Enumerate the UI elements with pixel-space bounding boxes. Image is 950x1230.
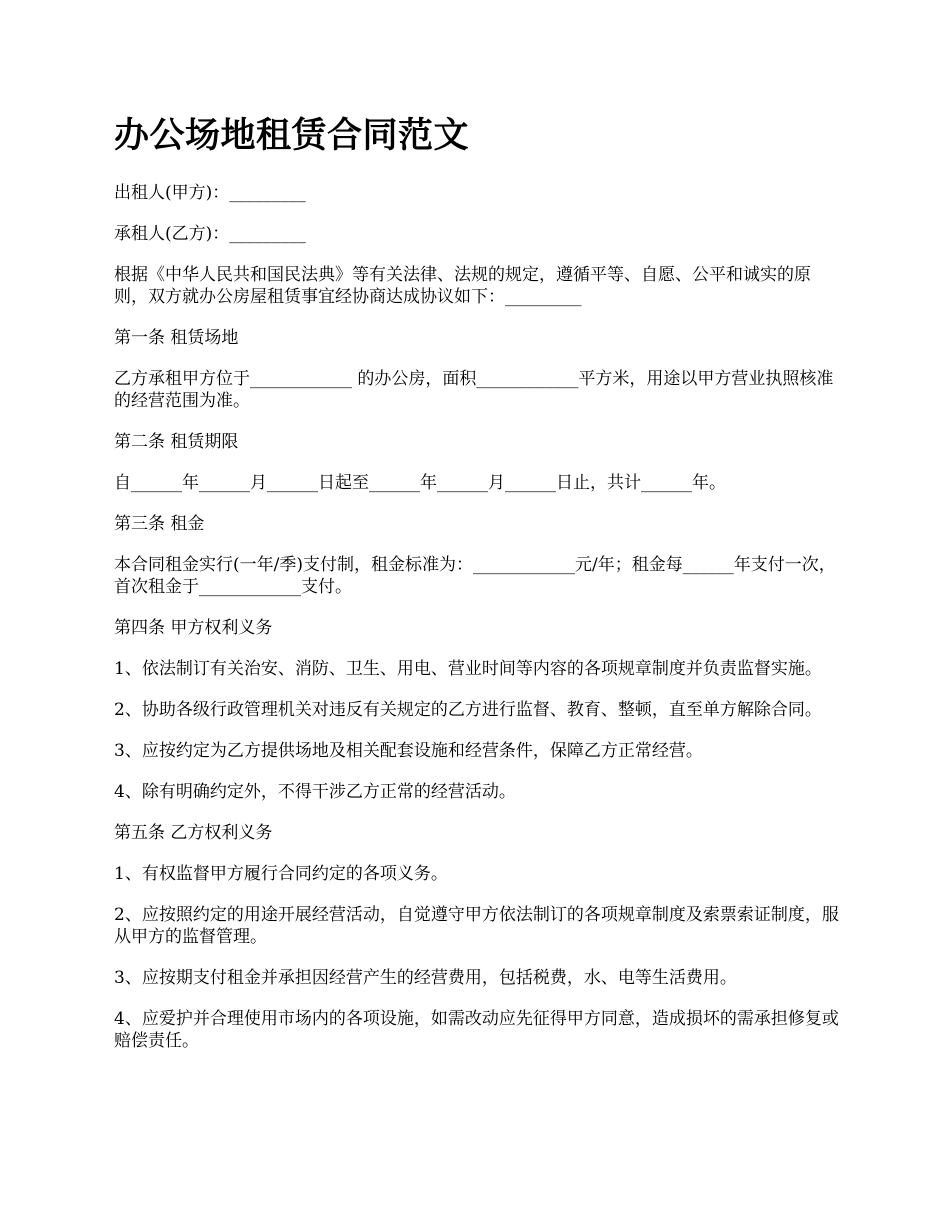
article-5-item: 4、应爱护并合理使用市场内的各项设施，如需改动应先征得甲方同意，造成损坏的需承担修复或赔偿责任。 xyxy=(114,1009,839,1051)
article-4-item: 2、协助各级行政管理机关对违反有关规定的乙方进行监督、教育、整顿，直至单方解除合同。 xyxy=(114,700,822,720)
article-2-body: 自______年______月______日起至______年______月______日止，共计______年。 xyxy=(114,473,726,493)
document-page xyxy=(114,112,840,1071)
article-5-item: 3、应按期支付租金并承担因经营产生的经营费用，包括税费，水、电等生活费用。 xyxy=(114,968,737,988)
article-5-heading: 第五条 乙方权利义务 xyxy=(114,823,273,843)
article-2-heading: 第二条 租赁期限 xyxy=(114,432,239,452)
article-4-item: 1、依法制订有关治安、消防、卫生、用电、营业时间等内容的各项规章制度并负责监督实施。 xyxy=(114,659,822,679)
article-4-item: 3、应按约定为乙方提供场地及相关配套设施和经营条件，保障乙方正常经营。 xyxy=(114,741,703,761)
article-1-heading: 第一条 租赁场地 xyxy=(114,328,239,348)
party-a-line: 出租人(甲方)：_________ xyxy=(114,183,306,203)
article-5-item: 2、应按照约定的用途开展经营活动，自觉遵守甲方依法制订的各项规章制度及索票索证制度，服从甲方的监督管理。 xyxy=(114,905,839,947)
article-3-body: 本合同租金实行(一年/季)支付制，租金标准为：____________元/年；租金每______年支付一次，首次租金于____________支付。 xyxy=(114,555,836,597)
party-b-line: 承租人(乙方)：_________ xyxy=(114,224,306,244)
article-1-body: 乙方承租甲方位于____________ 的办公房，面积____________平方米，用途以甲方营业执照核准的经营范围为准。 xyxy=(114,369,834,411)
article-5-item: 1、有权监督甲方履行合同约定的各项义务。 xyxy=(114,864,448,884)
article-4-heading: 第四条 甲方权利义务 xyxy=(114,618,273,638)
article-4-item: 4、除有明确约定外，不得干涉乙方正常的经营活动。 xyxy=(114,782,516,802)
preamble-paragraph: 根据《中华人民共和国民法典》等有关法律、法规的规定，遵循平等、自愿、公平和诚实的原则，双方就办公房屋租赁事宜经协商达成协议如下：_________ xyxy=(114,265,811,307)
article-3-heading: 第三条 租金 xyxy=(114,514,205,534)
document-title: 办公场地租赁合同范文 xyxy=(114,115,470,156)
